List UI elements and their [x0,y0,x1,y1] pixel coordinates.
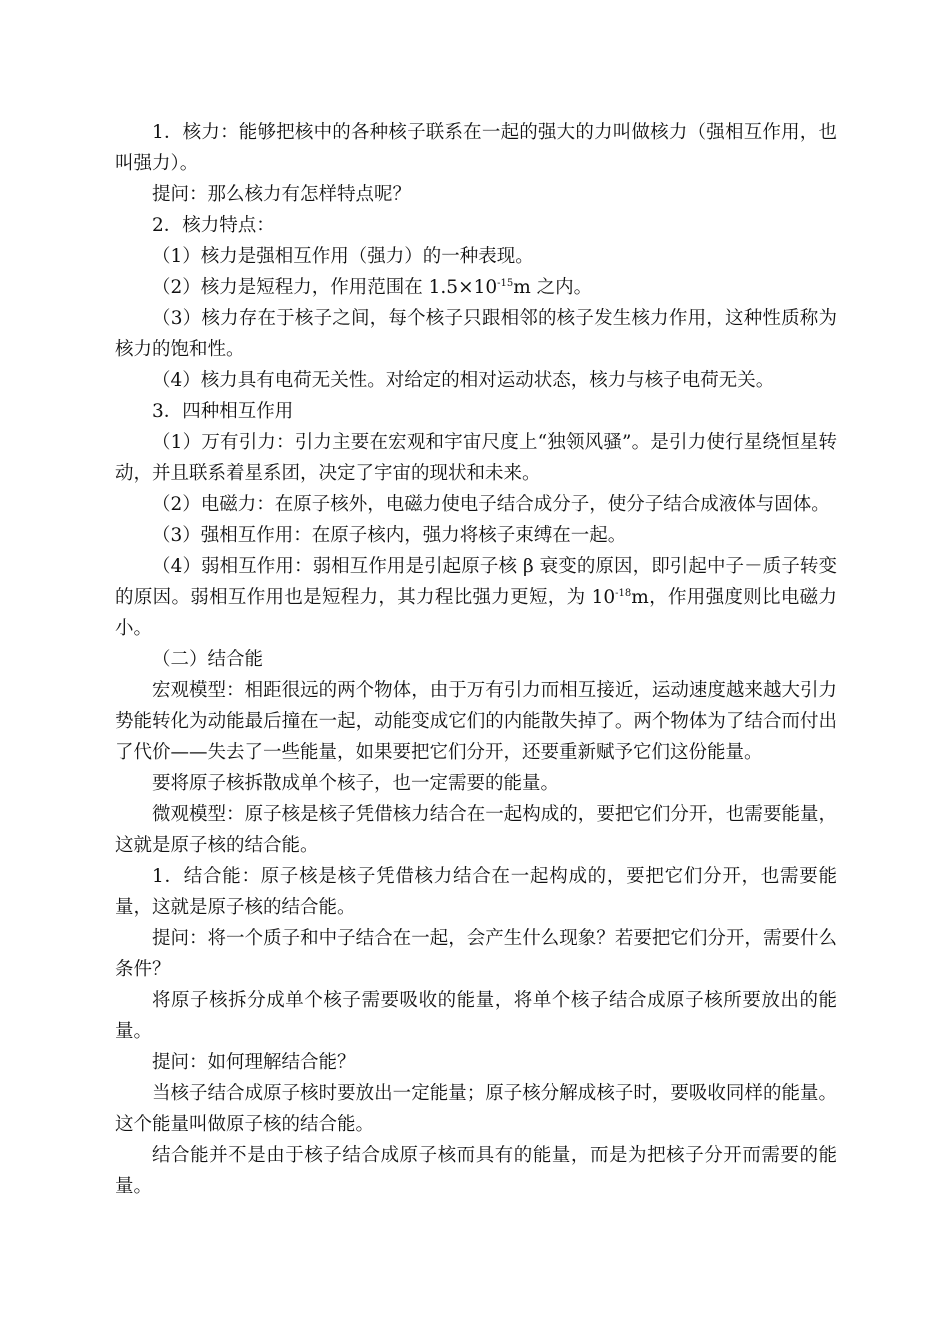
paragraph-feature-4: （4）核力具有电荷无关性。对给定的相对运动状态，核力与核子电荷无关。 [152,370,775,391]
paragraph-feature-3: （3）核力存在于核子之间，每个核子只跟相邻的核子发生核力作用，这种性质称为核力的饱和性。 [115,308,837,360]
document-body [115,117,837,1202]
paragraph-micro-model: 微观模型：原子核是核子凭借核力结合在一起构成的，要把它们分开，也需要能量，这就是原子核的结合能。 [115,804,837,856]
paragraph-binding-energy-definition: 1．结合能：原子核是核子凭借核力结合在一起构成的，要把它们分开，也需要能量，这就是原子核的结合能。 [115,866,837,918]
paragraph-split-nucleus: 要将原子核拆散成单个核子，也一定需要的能量。 [152,773,560,794]
weak-interaction-text: （4）弱相互作用：弱相互作用是引起原子核 β 衰变的原因，即引起中子－质子转变的原因。弱相互作用也是短程力，其力程比强力更短，为 10 [115,556,837,608]
weak-interaction-unit-text: m，作用强度则比电磁力小。 [115,587,837,639]
heading-four-interactions: 3．四种相互作用 [152,401,294,422]
feature-2-unit-text: m 之内。 [513,277,593,298]
paragraph-nuclear-force-definition: 1．核力：能够把核中的各种核子联系在一起的强大的力叫做核力（强相互作用，也叫强力）。 [115,122,837,174]
paragraph-feature-1: （1）核力是强相互作用（强力）的一种表现。 [152,246,534,267]
paragraph-binding-energy-explanation: 当核子结合成原子核时要放出一定能量；原子核分解成核子时，要吸收同样的能量。这个能量叫做原子核的结合能。 [115,1083,837,1135]
weak-interaction-exponent: -18 [615,588,632,599]
feature-2-text: （2）核力是短程力，作用范围在 1.5×10 [152,277,498,298]
paragraph-macro-model: 宏观模型：相距很远的两个物体，由于万有引力而相互接近，运动速度越来越大引力势能转化为动能最后撞在一起，动能变成它们的内能散失掉了。两个物体为了结合而付出了代价——失去了一些能量，如果要把它们分开，还要重新赋予它们这份能量。 [115,680,837,763]
paragraph-electromagnetic: （2）电磁力：在原子核外，电磁力使电子结合成分子，使分子结合成液体与固体。 [152,494,830,515]
paragraph-gravity: （1）万有引力：引力主要在宏观和宇宙尺度上“独领风骚”。是引力使行星绕恒星转动，并且联系着星系团，决定了宇宙的现状和未来。 [115,432,837,484]
paragraph-question-features: 提问：那么核力有怎样特点呢？ [152,184,412,205]
paragraph-weak-interaction [115,551,837,644]
paragraph-strong-interaction: （3）强相互作用：在原子核内，强力将核子束缚在一起。 [152,525,627,546]
heading-binding-energy: （二）结合能 [152,649,264,670]
heading-nuclear-force-features: 2．核力特点： [152,215,275,236]
paragraph-question-understand: 提问：如何理解结合能？ [152,1052,356,1073]
paragraph-absorb-release: 将原子核拆分成单个核子需要吸收的能量，将单个核子结合成原子核所要放出的能量。 [115,990,837,1042]
paragraph-feature-2 [115,272,837,303]
feature-2-exponent: -15 [497,278,514,289]
paragraph-question-combine: 提问：将一个质子和中子结合在一起，会产生什么现象？若要把它们分开，需要什么条件？ [115,928,837,980]
paragraph-binding-energy-note: 结合能并不是由于核子结合成原子核而具有的能量，而是为把核子分开而需要的能量。 [115,1145,837,1197]
